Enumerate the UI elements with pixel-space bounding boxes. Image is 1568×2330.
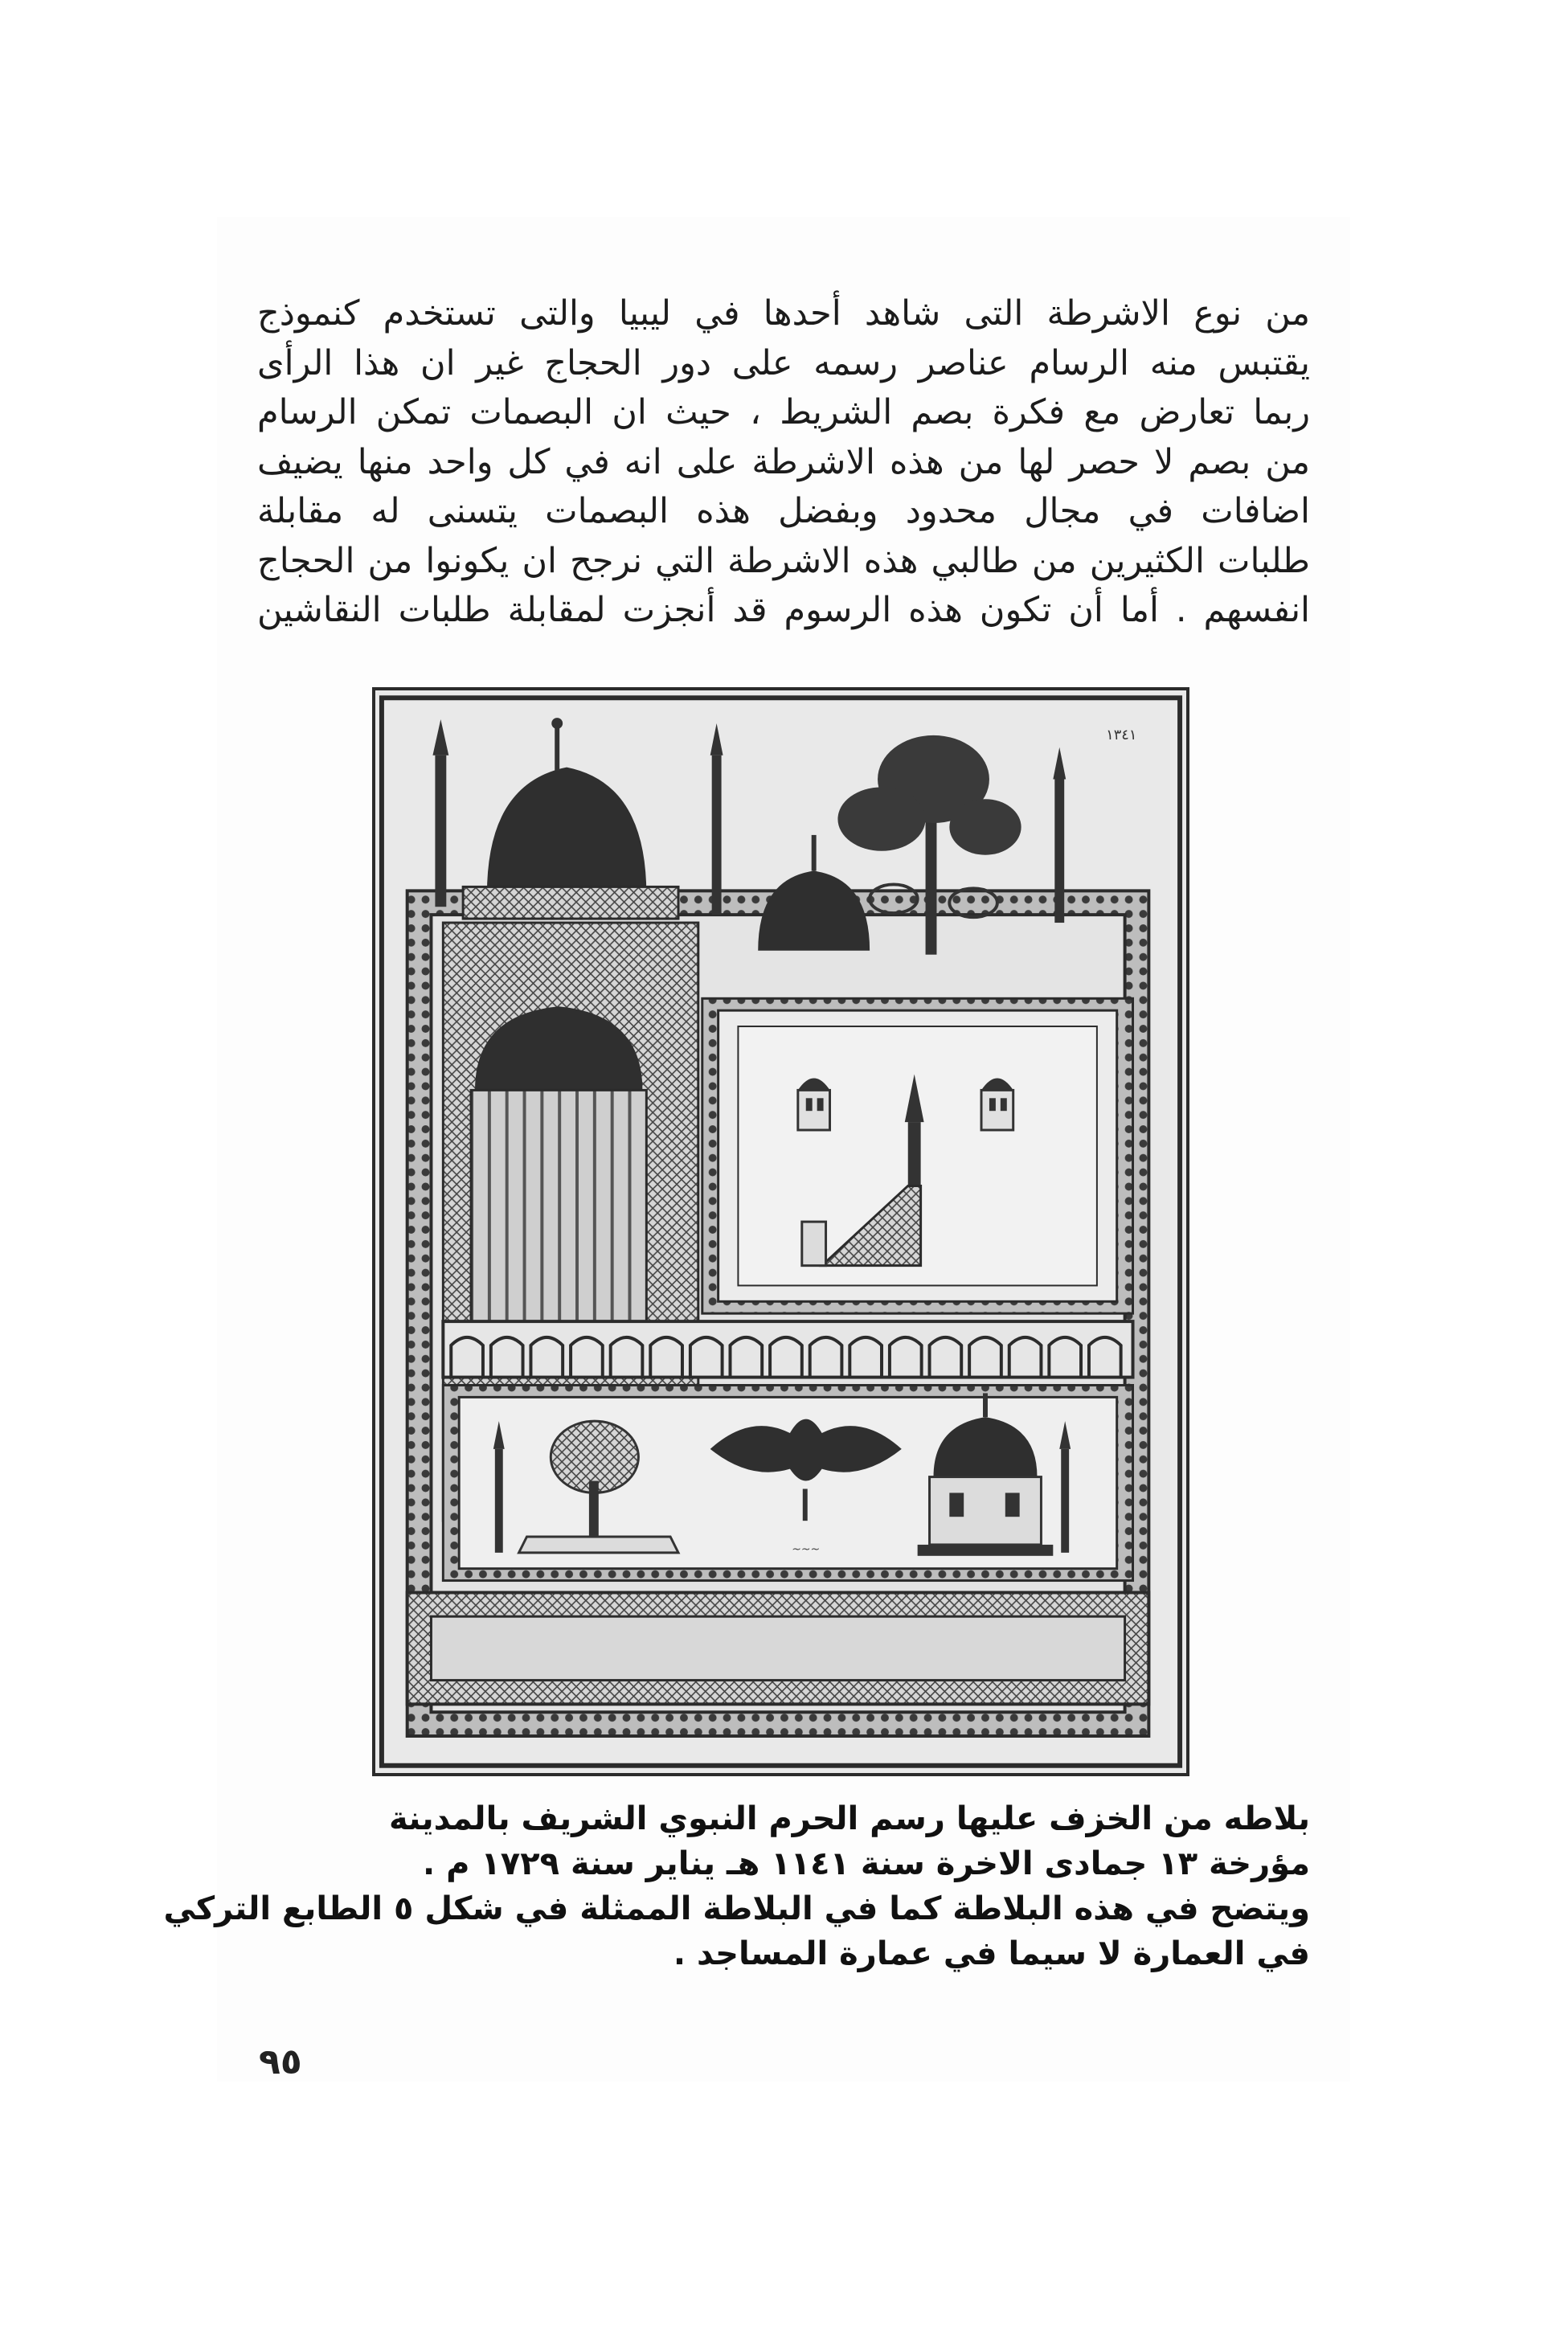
figure-caption — [163, 1796, 1310, 1976]
left-minaret — [432, 719, 448, 907]
decorative-script: ~~~ — [792, 1542, 821, 1556]
body-line: يقتبس منه الرسام عناصر رسمه على دور الحجاج غير ان هذا الرأى — [257, 342, 1310, 383]
corner-inscription: ١٣٤١ — [1106, 726, 1137, 743]
page-number: ٩٥ — [259, 2041, 302, 2082]
arch-row — [443, 1321, 1132, 1377]
caption-line: ويتضح في هذه البلاطة كما في البلاطة الممثلة في شكل ٥ الطابع التركي — [163, 1890, 1310, 1927]
tile-drawing — [375, 690, 1186, 1773]
body-line: طلبات الكثيرين من طالبي هذه الاشرطة التي نرجح ان يكونوا من الحجاج — [257, 540, 1310, 581]
center-minaret — [710, 723, 723, 915]
right-minaret — [1053, 747, 1066, 923]
bottom-panel — [443, 1385, 1132, 1580]
lantern-right — [981, 1079, 1013, 1130]
body-line: ربما تعارض مع فكرة بصم الشريط ، حيث ان البصمات تمكن الرسام — [257, 392, 1310, 432]
tile-illustration — [372, 687, 1189, 1776]
caption-line: في العمارة لا سيما في عمارة المساجد . — [673, 1935, 1310, 1972]
body-paragraph — [257, 289, 1310, 636]
body-line: انفسهم . أما أن تكون هذه الرسوم قد أنجزت لمقابلة طلبات النقاشين — [257, 590, 1310, 630]
body-line: من بصم لا حصر لها من هذه الاشرطة على انه في كل واحد منها يضيف — [257, 441, 1310, 482]
lantern-left — [798, 1079, 830, 1130]
body-line: من نوع الاشرطة التى شاهد أحدها في ليبيا والتى تستخدم كنموذج — [257, 293, 1310, 334]
body-line: اضافات في مجال محدود وبفضل هذه البصمات يتسنى له مقابلة — [257, 491, 1310, 531]
green-dome — [758, 835, 870, 951]
main-dome — [463, 718, 678, 919]
caption-line: بلاطه من الخزف عليها رسم الحرم النبوي الشريف بالمدينة — [389, 1800, 1310, 1837]
caption-line: مؤرخة ١٣ جمادى الاخرة سنة ١١٤١ هـ يناير سنة ١٧٢٩ م . — [422, 1845, 1310, 1882]
inner-panel — [702, 998, 1133, 1313]
